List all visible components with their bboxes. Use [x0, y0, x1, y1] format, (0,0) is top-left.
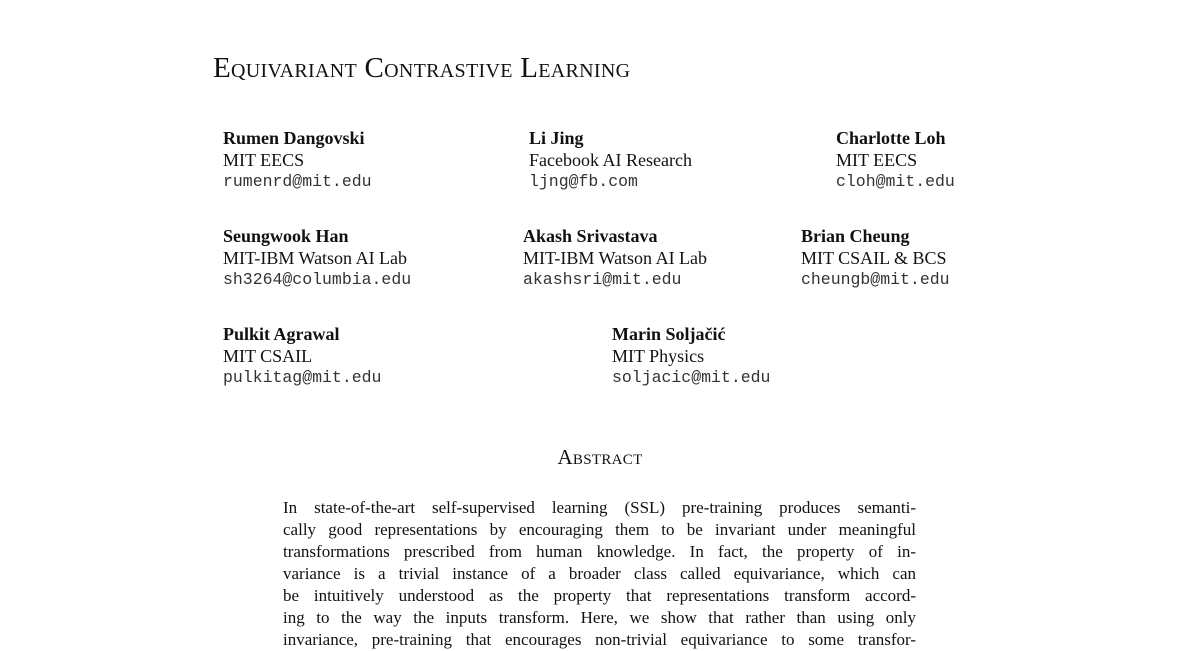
author-block — [523, 225, 707, 291]
author-affiliation: Facebook AI Research — [529, 150, 692, 170]
abstract-line: ing to the way the inputs transform. Here, we show that rather than using only — [283, 608, 916, 627]
author-email: sh3264@columbia.edu — [223, 270, 412, 289]
author-name: Brian Cheung — [801, 226, 910, 246]
author-email: ljng@fb.com — [529, 172, 638, 191]
author-email: pulkitag@mit.edu — [223, 368, 382, 387]
author-block — [223, 323, 381, 389]
author-block — [801, 225, 950, 291]
author-name: Pulkit Agrawal — [223, 324, 340, 344]
author-block — [612, 323, 770, 389]
abstract-line: transformations prescribed from human knowledge. In fact, the property of in- — [283, 542, 916, 561]
author-email: cloh@mit.edu — [836, 172, 955, 191]
abstract-line: In state-of-the-art self-supervised learning (SSL) pre-training produces semanti- — [283, 498, 916, 517]
author-email: soljacic@mit.edu — [612, 368, 771, 387]
author-name: Marin Soljačić — [612, 324, 726, 344]
author-affiliation: MIT CSAIL — [223, 346, 313, 366]
abstract-line: cally good representations by encouraging them to be invariant under meaningful — [283, 520, 916, 539]
abstract-heading: Abstract — [557, 445, 643, 469]
author-affiliation: MIT Physics — [612, 346, 705, 366]
author-block — [836, 127, 955, 193]
author-affiliation: MIT-IBM Watson AI Lab — [523, 248, 708, 268]
paper-title: Equivariant Contrastive Learning — [213, 52, 631, 84]
author-name: Akash Srivastava — [523, 226, 658, 246]
author-block — [223, 225, 411, 291]
author-block — [529, 127, 692, 193]
author-email: rumenrd@mit.edu — [223, 172, 372, 191]
author-name: Seungwook Han — [223, 226, 349, 246]
author-name: Rumen Dangovski — [223, 128, 365, 148]
author-affiliation: MIT-IBM Watson AI Lab — [223, 248, 408, 268]
author-name: Charlotte Loh — [836, 128, 946, 148]
author-affiliation: MIT CSAIL & BCS — [801, 248, 947, 268]
author-email: cheungb@mit.edu — [801, 270, 950, 289]
author-block — [223, 127, 372, 193]
arxiv-identifier-stamp — [22, 300, 68, 645]
abstract-body — [283, 497, 916, 651]
author-affiliation: MIT EECS — [836, 150, 918, 170]
author-name: Li Jing — [529, 128, 584, 148]
author-affiliation: MIT EECS — [223, 150, 305, 170]
abstract-line: be intuitively understood as the property that representations transform accord- — [283, 586, 916, 605]
abstract-line: variance is a trivial instance of a broader class called equivariance, which can — [283, 564, 916, 583]
abstract-line: invariance, pre-training that encourages non-trivial equivariance to some transfor- — [283, 630, 916, 649]
author-email: akashsri@mit.edu — [523, 270, 682, 289]
